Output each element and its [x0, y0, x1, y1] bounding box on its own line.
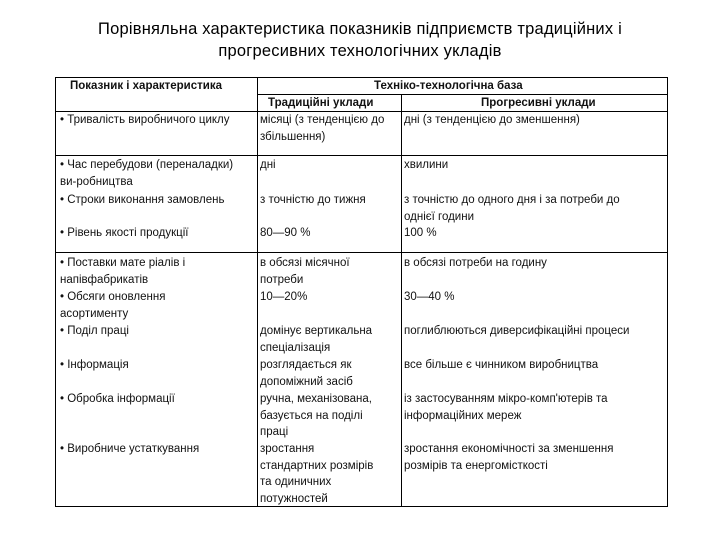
header-traditional: Традиційні уклади	[268, 97, 374, 109]
row-info-progressive: все більше є чинником виробництва	[404, 359, 599, 371]
header-base: Техніко-технологічна база	[374, 80, 523, 92]
row-labor-indicator: • Поділ праці	[60, 325, 129, 337]
row-changeover-traditional: дні	[260, 159, 276, 171]
row-info-traditional: розглядається як допоміжний засіб	[260, 359, 353, 388]
comparison-table	[55, 77, 668, 507]
row-cycle-indicator: • Тривалість виробничого циклу	[60, 114, 230, 126]
row-divider-1	[56, 155, 667, 156]
row-cycle-traditional: місяці (з тенденцією до збільшення)	[260, 114, 385, 143]
column-divider-1	[257, 78, 258, 506]
row-assortment-traditional: 10—20%	[260, 291, 308, 303]
row-supply-progressive: в обсязі потреби на годину	[404, 257, 547, 269]
header-progressive: Прогресивні уклади	[481, 97, 596, 109]
title-line-1: Порівняльна характеристика показників підприємств традиційних і	[98, 20, 622, 38]
row-quality-indicator: • Рівень якості продукції	[60, 227, 189, 239]
row-supply-traditional: в обсязі місячної потреби	[260, 257, 350, 286]
page-title	[40, 18, 680, 62]
row-processing-indicator: • Обробка інформації	[60, 393, 175, 405]
title-line-2: прогресивних технологічних укладів	[218, 42, 502, 60]
row-changeover-progressive: хвилини	[404, 159, 449, 171]
row-orders-indicator: • Строки виконання замовлень	[60, 194, 225, 206]
row-equipment-progressive: зростання економічності за зменшення розмірів та енергомісткості	[404, 443, 614, 472]
row-quality-traditional: 80—90 %	[260, 227, 311, 239]
row-divider-2	[56, 252, 667, 253]
row-labor-progressive: поглиблюються диверсифікаційні процеси	[404, 325, 630, 337]
row-assortment-indicator: • Обсяги оновлення асортименту	[60, 291, 166, 320]
header-indicator: Показник і характеристика	[70, 80, 222, 92]
row-equipment-indicator: • Виробниче устаткування	[60, 443, 200, 455]
row-processing-traditional: ручна, механізована, базується на поділі праці	[260, 393, 372, 438]
row-assortment-progressive: 30—40 %	[404, 291, 455, 303]
row-orders-progressive: з точністю до одного дня і за потреби до однієї години	[404, 194, 620, 223]
row-supply-indicator: • Поставки мате ріалів і напівфабрикатів	[60, 257, 186, 286]
row-cycle-progressive: дні (з тенденцією до зменшення)	[404, 114, 580, 126]
row-orders-traditional: з точністю до тижня	[260, 194, 366, 206]
row-equipment-traditional: зростання стандартних розмірів та одиничних потужностей	[260, 443, 374, 505]
row-quality-progressive: 100 %	[404, 227, 437, 239]
row-processing-progressive: із застосуванням мікро-комп'ютерів та інформаційних мереж	[404, 393, 608, 422]
row-changeover-indicator: • Час перебудови (переналадки) ви-робництва	[60, 159, 234, 188]
row-labor-traditional: домінує вертикальна спеціалізація	[260, 325, 373, 354]
row-info-indicator: • Інформація	[60, 359, 129, 371]
